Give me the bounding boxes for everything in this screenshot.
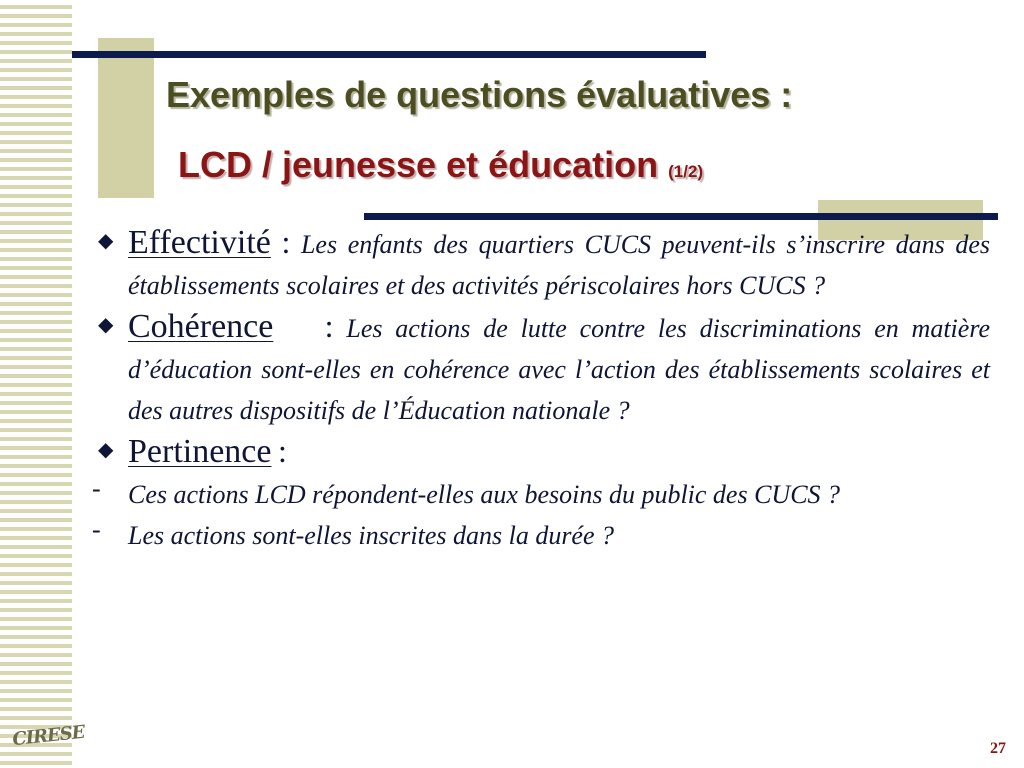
sub-item-text: Les actions sont-elles inscrites dans la durée ? (128, 521, 615, 550)
subtitle-part-indicator: (1/2) (668, 162, 704, 181)
dash-marker: - (92, 474, 101, 503)
dash-marker: - (92, 515, 101, 544)
term-description: Les actions de lutte contre les discriminations en matière d’éducation sont-elles en cohérence avec l’action des établissements scolaires et des autres dispositifs de l’Éducation nationale ? (128, 314, 991, 425)
sub-item (92, 515, 990, 556)
left-stripe-decoration (0, 0, 72, 768)
term-label: Cohérence (128, 308, 274, 345)
title-rule-bottom (364, 213, 998, 220)
term-colon: : (278, 433, 287, 469)
term-colon: : (281, 224, 291, 260)
sub-item (92, 474, 990, 515)
cirese-logo (10, 712, 86, 754)
diamond-icon: ◆ (98, 228, 114, 252)
title-rule-top (72, 51, 706, 58)
slide-content (92, 222, 990, 556)
list-item-body (128, 431, 990, 474)
sub-item-text: Ces actions LCD répondent-elles aux besoins du public des CUCS ? (128, 480, 841, 509)
list-item-coherence (92, 306, 990, 431)
subtitle-text: LCD / jeunesse et éducation (178, 144, 659, 185)
diamond-icon: ◆ (98, 312, 114, 336)
accent-block-left (98, 38, 154, 198)
term-label: Effectivité (128, 224, 271, 261)
term-description: Les enfants des quartiers CUCS peuvent-ils s’inscrire dans des établissements scolaires et des activités périscolaires hors CUCS ? (128, 230, 991, 300)
svg-text:CIRESE: CIRESE (11, 721, 86, 751)
slide-title: Exemples de questions évaluatives : (166, 74, 793, 115)
term-colon: : (324, 308, 334, 344)
list-item-body (128, 306, 990, 431)
list-item-body (128, 222, 990, 306)
term-label: Pertinence (128, 433, 272, 470)
list-item-pertinence (92, 431, 990, 474)
diamond-icon: ◆ (98, 437, 114, 461)
page-number: 27 (990, 740, 1006, 757)
slide-subtitle (178, 144, 978, 186)
list-item-effectivite (92, 222, 990, 306)
